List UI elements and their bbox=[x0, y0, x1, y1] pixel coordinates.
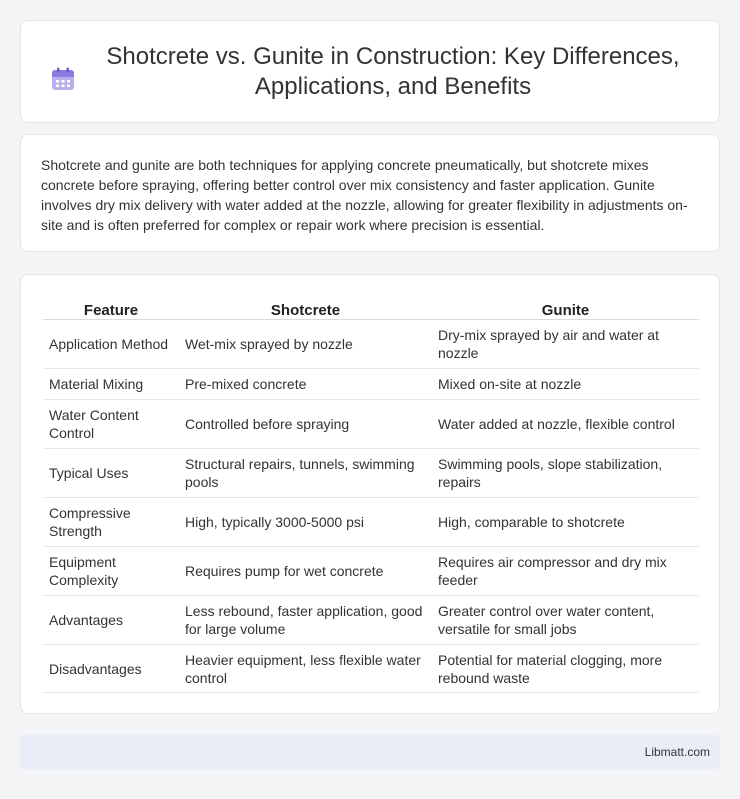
feature-cell: Disadvantages bbox=[43, 644, 179, 693]
gunite-cell: Swimming pools, slope stabilization, repairs bbox=[432, 448, 699, 497]
feature-cell: Typical Uses bbox=[43, 448, 179, 497]
table-row bbox=[43, 368, 699, 399]
summary-card bbox=[20, 134, 720, 252]
shotcrete-cell: Wet-mix sprayed by nozzle bbox=[179, 319, 432, 368]
shotcrete-cell: High, typically 3000-5000 psi bbox=[179, 497, 432, 546]
table-row bbox=[43, 595, 699, 644]
table-row bbox=[43, 546, 699, 595]
gunite-cell: Greater control over water content, versatile for small jobs bbox=[432, 595, 699, 644]
header-gunite: Gunite bbox=[541, 302, 590, 319]
feature-cell: Equipment Complexity bbox=[43, 546, 179, 595]
shotcrete-cell: Pre-mixed concrete bbox=[179, 368, 432, 399]
gunite-cell: Requires air compressor and dry mix feeder bbox=[432, 546, 699, 595]
table-row bbox=[43, 319, 699, 368]
feature-cell: Application Method bbox=[43, 319, 179, 368]
feature-cell: Water Content Control bbox=[43, 399, 179, 448]
title-row bbox=[50, 42, 690, 102]
shotcrete-cell: Controlled before spraying bbox=[179, 399, 432, 448]
page-title: Shotcrete vs. Gunite in Construction: Key Differences, Applications, and Benefits bbox=[106, 42, 680, 100]
shotcrete-cell: Structural repairs, tunnels, swimming pools bbox=[179, 448, 432, 497]
shotcrete-cell: Requires pump for wet concrete bbox=[179, 546, 432, 595]
gunite-cell: Potential for material clogging, more rebound waste bbox=[432, 644, 699, 693]
gunite-cell: High, comparable to shotcrete bbox=[432, 497, 699, 546]
title-card bbox=[20, 20, 720, 123]
comparison-table bbox=[43, 297, 699, 693]
header-shotcrete: Shotcrete bbox=[270, 302, 341, 319]
comparison-card bbox=[20, 274, 720, 714]
header-feature: Feature bbox=[83, 302, 139, 319]
feature-cell: Material Mixing bbox=[43, 368, 179, 399]
table-row bbox=[43, 497, 699, 546]
gunite-cell: Water added at nozzle, flexible control bbox=[432, 399, 699, 448]
footer-bar bbox=[20, 735, 720, 769]
summary-text: Shotcrete and gunite are both techniques for applying concrete pneumatically, but shotcrete mixes concrete before spraying, offering better control over mix consistency and faster application. Gunite involves dry mix delivery with water added at the nozzle, allowing for greater flexibility in adjustments on-site and is often preferred for complex or repair work where precision is essential. bbox=[41, 157, 688, 233]
table-row bbox=[43, 399, 699, 448]
calendar-icon bbox=[50, 66, 76, 92]
gunite-cell: Mixed on-site at nozzle bbox=[432, 368, 699, 399]
feature-cell: Advantages bbox=[43, 595, 179, 644]
table-header-row bbox=[43, 297, 699, 319]
footer-brand[interactable]: Libmatt.com bbox=[644, 745, 710, 759]
gunite-cell: Dry-mix sprayed by air and water at nozzle bbox=[432, 319, 699, 368]
shotcrete-cell: Heavier equipment, less flexible water control bbox=[179, 644, 432, 693]
table-row bbox=[43, 448, 699, 497]
table-row bbox=[43, 644, 699, 693]
shotcrete-cell: Less rebound, faster application, good for large volume bbox=[179, 595, 432, 644]
feature-cell: Compressive Strength bbox=[43, 497, 179, 546]
